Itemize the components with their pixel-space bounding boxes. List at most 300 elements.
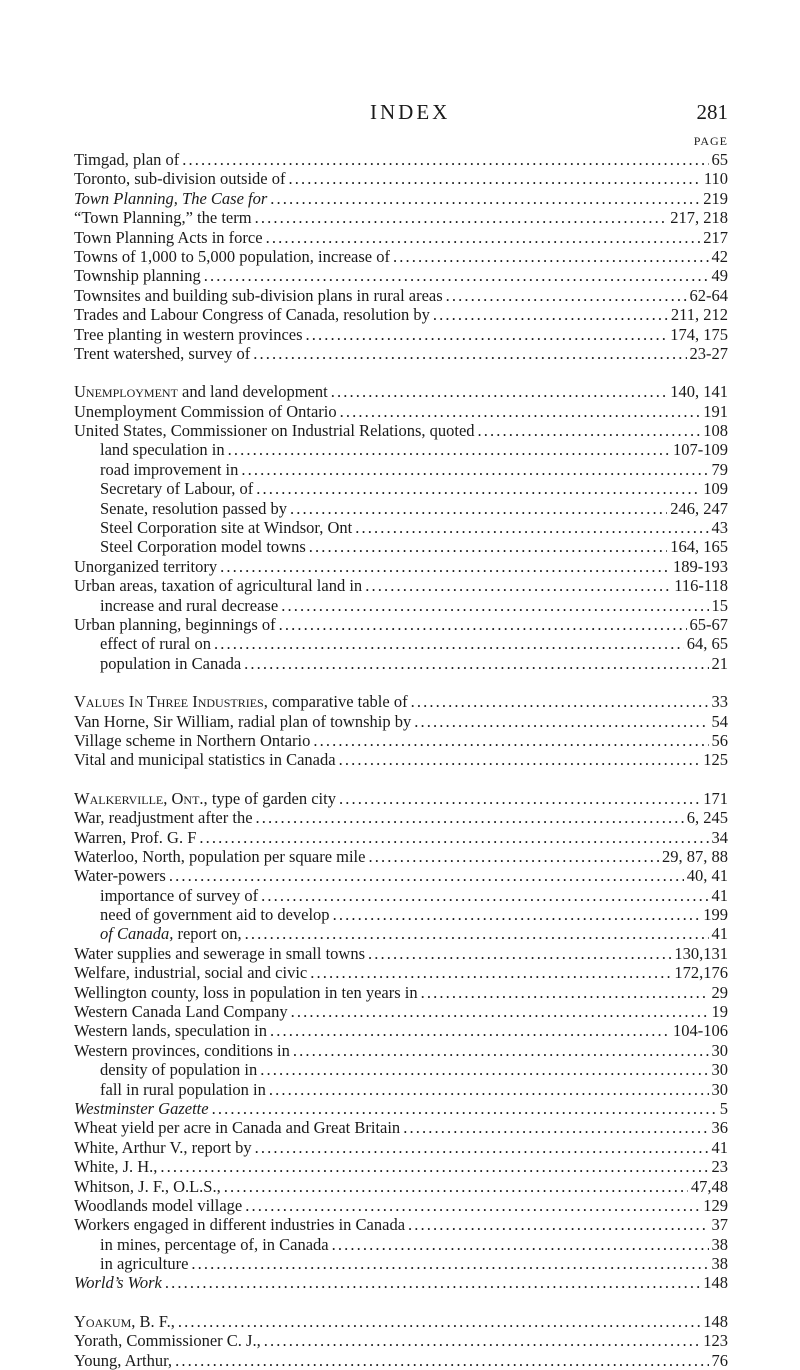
entry-label: [74, 983, 418, 1002]
leader-dots: [260, 1060, 708, 1079]
index-subentry: [74, 460, 728, 479]
entry-label: [74, 208, 252, 227]
index-entry: [74, 1002, 728, 1021]
index-entry: [74, 944, 728, 963]
entry-label: [100, 634, 211, 653]
index-entry: [74, 808, 728, 827]
page-number: 281: [696, 100, 728, 124]
leader-dots: [270, 1021, 670, 1040]
entry-label: [74, 712, 411, 731]
leader-dots: [269, 1080, 709, 1099]
entry-text: in agriculture: [100, 1254, 189, 1274]
index-entry: [74, 1021, 728, 1040]
entry-label: [100, 1080, 266, 1099]
leader-dots: [478, 421, 701, 440]
leader-dots: [331, 382, 667, 401]
entry-label: [100, 1254, 188, 1273]
entry-label: [74, 150, 179, 169]
entry-label: [74, 1118, 400, 1137]
index-entry: [74, 557, 728, 576]
entry-label: [100, 440, 225, 459]
leader-dots: [408, 1215, 708, 1234]
index-entry: [74, 712, 728, 731]
entry-pages: 123: [703, 1331, 728, 1351]
leader-dots: [241, 460, 708, 479]
entry-text: of Canada,: [100, 924, 174, 944]
entry-pages: 199: [703, 905, 728, 925]
index-entry: [74, 1099, 728, 1118]
entry-text: Steel Corporation model towns: [100, 537, 306, 557]
entry-pages: 164, 165: [670, 537, 728, 557]
entry-pages: 47,48: [690, 1176, 728, 1196]
index-entry: [74, 1215, 728, 1234]
entry-pages: 110: [703, 169, 728, 189]
entry-text: Secretary of Labour, of: [100, 479, 254, 499]
entry-pages: 29, 87, 88: [662, 846, 728, 866]
index-subentry: [74, 518, 728, 537]
entry-pages: 130,131: [674, 943, 728, 963]
index-section: [74, 1312, 728, 1370]
index-entry: [74, 382, 728, 401]
entry-pages: 5: [719, 1098, 728, 1118]
entry-label: [100, 479, 253, 498]
entry-label: [74, 847, 365, 866]
entry-label: [74, 731, 310, 750]
entry-pages: 38: [711, 1254, 728, 1274]
entry-pages: 109: [703, 479, 728, 499]
entry-text: comparative table of: [267, 692, 408, 712]
index-entry: [74, 228, 728, 247]
entry-pages: 217, 218: [670, 208, 728, 228]
entry-text: Timgad, plan of: [74, 150, 180, 169]
entry-label: [74, 402, 337, 421]
entry-label: [74, 1273, 162, 1292]
entry-pages: 38: [711, 1234, 728, 1254]
leader-dots: [244, 654, 708, 673]
index-entry: [74, 189, 728, 208]
entry-text: in mines, percentage of, in Canada: [100, 1234, 329, 1254]
entry-label: [74, 615, 276, 634]
page-title: INDEX: [370, 100, 451, 124]
entry-label: [100, 460, 238, 479]
index-section: [74, 150, 728, 363]
entry-label: [100, 654, 241, 673]
leader-dots: [433, 305, 668, 324]
index-subentry: [74, 479, 728, 498]
entry-pages: 41: [711, 885, 728, 905]
index-entry: [74, 247, 728, 266]
index-subentry: [74, 1254, 728, 1273]
entry-text: “Town Planning,” the term: [74, 208, 252, 228]
leader-dots: [293, 1041, 709, 1060]
index-subentry: [74, 905, 728, 924]
index-subentry: [74, 1060, 728, 1079]
entry-text: Walkerville, Ont.,: [74, 788, 208, 808]
entry-pages: 19: [711, 1002, 728, 1022]
entry-pages: 54: [711, 711, 728, 731]
entry-text: increase and rural decrease: [100, 595, 279, 615]
index-entry: [74, 1041, 728, 1060]
leader-dots: [281, 596, 708, 615]
entry-pages: 30: [711, 1040, 728, 1060]
entry-label: [74, 228, 263, 247]
entry-text: Workers engaged in different industries in Canada: [74, 1215, 406, 1235]
index-subentry: [74, 886, 728, 905]
entry-label: [74, 1351, 172, 1370]
entry-label: [74, 1041, 290, 1060]
section-gap: [74, 363, 728, 382]
entry-text: War, readjustment after the: [74, 808, 253, 828]
index-entry: [74, 150, 728, 169]
leader-dots: [421, 983, 709, 1002]
section-gap: [74, 770, 728, 789]
entry-label: [74, 1157, 157, 1176]
entry-pages: 125: [703, 750, 728, 770]
entry-pages: 34: [711, 827, 728, 847]
leader-dots: [289, 169, 701, 188]
entry-pages: 40, 41: [686, 866, 728, 886]
leader-dots: [333, 905, 701, 924]
leader-dots: [266, 228, 701, 247]
index-entry: [74, 866, 728, 885]
entry-text: Woodlands model village: [74, 1195, 243, 1215]
entry-text: Village scheme in Northern Ontario: [74, 730, 311, 750]
leader-dots: [290, 499, 667, 518]
entry-pages: 30: [711, 1060, 728, 1080]
index-entry: [74, 1351, 728, 1370]
index-section: [74, 692, 728, 770]
entry-pages: 217: [703, 227, 728, 247]
index-section: [74, 382, 728, 673]
entry-label: [74, 325, 303, 344]
leader-dots: [291, 1002, 709, 1021]
leader-dots: [264, 1331, 701, 1350]
entry-label: [74, 266, 201, 285]
entry-pages: 21: [711, 653, 728, 673]
entry-pages: 107-109: [673, 440, 728, 460]
leader-dots: [365, 576, 671, 595]
entry-text: Van Horne, Sir William, radial plan of township by: [74, 711, 412, 731]
leader-dots: [212, 1099, 717, 1118]
entry-label: [74, 247, 390, 266]
leader-dots: [204, 266, 709, 285]
entry-label: [74, 1021, 267, 1040]
entry-pages: 219: [703, 188, 728, 208]
section-gap: [74, 673, 728, 692]
entry-text: report on,: [173, 924, 242, 944]
entry-label: [100, 886, 258, 905]
index-entry: [74, 208, 728, 227]
entry-text: effect of rural on: [100, 634, 212, 654]
entry-label: [74, 1331, 261, 1350]
entry-pages: 211, 212: [670, 305, 728, 325]
entry-label: [74, 1312, 175, 1331]
entry-pages: 42: [711, 246, 728, 266]
entry-text: White, Arthur V., report by: [74, 1137, 252, 1157]
entry-label: [74, 789, 336, 808]
entry-pages: 148: [703, 1273, 728, 1293]
entry-label: [74, 344, 250, 363]
entry-text: Welfare, industrial, social and civic: [74, 963, 308, 983]
entry-label: [74, 1002, 288, 1021]
leader-dots: [256, 479, 700, 498]
entry-text: density of population in: [100, 1060, 258, 1080]
entry-text: need of government aid to develop: [100, 905, 330, 925]
index-entry: [74, 286, 728, 305]
leader-dots: [340, 402, 701, 421]
index-body: [74, 150, 728, 1370]
entry-pages: 43: [711, 518, 728, 538]
leader-dots: [306, 325, 668, 344]
entry-text: Toronto, sub-division outside of: [74, 169, 286, 189]
entry-text: Urban planning, beginnings of: [74, 614, 276, 634]
entry-label: [74, 692, 408, 711]
index-subentry: [74, 596, 728, 615]
entry-label: [100, 1235, 329, 1254]
index-page: [74, 100, 728, 1370]
entry-pages: 23: [711, 1157, 728, 1177]
leader-dots: [279, 615, 687, 634]
leader-dots: [270, 189, 700, 208]
leader-dots: [403, 1118, 708, 1137]
index-entry: [74, 1118, 728, 1137]
entry-pages: 148: [703, 1311, 728, 1331]
entry-text: Whitson, J. F., O.L.S.,: [74, 1176, 221, 1196]
entry-pages: 174, 175: [670, 324, 728, 344]
leader-dots: [368, 847, 659, 866]
entry-pages: 246, 247: [670, 498, 728, 518]
entry-pages: 116-118: [674, 576, 728, 596]
entry-label: [74, 382, 328, 401]
entry-text: Townsites and building sub-division plans in rural areas: [74, 285, 443, 305]
index-entry: [74, 325, 728, 344]
section-gap: [74, 1293, 728, 1312]
entry-pages: 108: [703, 421, 728, 441]
entry-text: White, J. H.,: [74, 1157, 158, 1177]
leader-dots: [393, 247, 709, 266]
leader-dots: [165, 1273, 700, 1292]
leader-dots: [411, 692, 709, 711]
index-entry: [74, 963, 728, 982]
entry-pages: 29: [711, 982, 728, 1002]
entry-label: [74, 1215, 405, 1234]
entry-text: Vital and municipal statistics in Canada: [74, 750, 336, 770]
entry-pages: 140, 141: [670, 382, 728, 402]
leader-dots: [256, 808, 684, 827]
entry-text: World’s Work: [74, 1273, 162, 1293]
index-entry: [74, 402, 728, 421]
index-entry: [74, 828, 728, 847]
leader-dots: [191, 1254, 708, 1273]
entry-pages: 104-106: [673, 1021, 728, 1041]
leader-dots: [310, 963, 671, 982]
entry-text: Yorath, Commissioner C. J.,: [74, 1331, 261, 1351]
entry-text: Westminster Gazette: [74, 1098, 209, 1118]
index-entry: [74, 1331, 728, 1350]
entry-text: and land development: [177, 382, 328, 402]
entry-pages: 41: [711, 924, 728, 944]
entry-text: fall in rural population in: [100, 1079, 266, 1099]
entry-text: Senate, resolution passed by: [100, 498, 287, 518]
entry-text: Unorganized territory: [74, 556, 218, 576]
leader-dots: [339, 750, 701, 769]
leader-dots: [245, 1196, 700, 1215]
entry-text: Yoakum, B. F.,: [74, 1311, 175, 1331]
index-subentry: [74, 654, 728, 673]
entry-text: population in Canada: [100, 653, 242, 673]
entry-text: Wheat yield per acre in Canada and Great Britain: [74, 1118, 401, 1138]
entry-text: importance of survey of: [100, 885, 259, 905]
entry-text: Western Canada Land Company: [74, 1002, 288, 1022]
entry-label: [100, 518, 352, 537]
entry-pages: 30: [711, 1079, 728, 1099]
leader-dots: [169, 866, 684, 885]
entry-text: type of garden city: [207, 788, 336, 808]
entry-text: Wellington county, loss in population in ten years in: [74, 982, 418, 1002]
leader-dots: [255, 208, 668, 227]
entry-pages: 65-67: [689, 614, 728, 634]
leader-dots: [309, 537, 667, 556]
leader-dots: [182, 150, 708, 169]
entry-text: Western provinces, conditions in: [74, 1040, 290, 1060]
entry-label: [100, 499, 287, 518]
index-entry: [74, 1273, 728, 1292]
entry-text: road improvement in: [100, 459, 239, 479]
index-entry: [74, 847, 728, 866]
entry-text: Water-powers: [74, 866, 166, 886]
entry-text: United States, Commissioner on Industrial Relations, quoted: [74, 421, 475, 441]
leader-dots: [175, 1351, 708, 1370]
entry-text: Trades and Labour Congress of Canada, resolution by: [74, 305, 430, 325]
entry-label: [74, 557, 217, 576]
leader-dots: [368, 944, 671, 963]
entry-label: [74, 286, 443, 305]
entry-label: [100, 924, 242, 943]
entry-label: [74, 1138, 252, 1157]
leader-dots: [214, 634, 684, 653]
entry-label: [74, 421, 475, 440]
entry-text: Town Planning Acts in force: [74, 227, 263, 247]
leader-dots: [446, 286, 687, 305]
index-subentry: [74, 1235, 728, 1254]
leader-dots: [414, 712, 708, 731]
entry-label: [74, 750, 336, 769]
index-entry: [74, 266, 728, 285]
leader-dots: [339, 789, 700, 808]
entry-text: Unemployment: [74, 382, 178, 402]
entry-text: Western lands, speculation in: [74, 1021, 267, 1041]
leader-dots: [332, 1235, 709, 1254]
index-subentry: [74, 440, 728, 459]
index-subentry: [74, 499, 728, 518]
entry-pages: 172,176: [674, 963, 728, 983]
leader-dots: [199, 828, 708, 847]
index-entry: [74, 615, 728, 634]
entry-text: Town Planning, The Case for: [74, 188, 268, 208]
entry-pages: 129: [703, 1195, 728, 1215]
entry-pages: 65: [711, 150, 728, 169]
entry-text: Trent watershed, survey of: [74, 343, 251, 363]
index-subentry: [74, 924, 728, 943]
entry-pages: 6, 245: [686, 808, 728, 828]
index-entry: [74, 344, 728, 363]
entry-label: [74, 1196, 242, 1215]
entry-label: [74, 828, 196, 847]
entry-pages: 62-64: [689, 285, 728, 305]
entry-label: [74, 169, 286, 188]
index-entry: [74, 789, 728, 808]
leader-dots: [245, 924, 709, 943]
index-entry: [74, 1157, 728, 1176]
index-entry: [74, 1138, 728, 1157]
running-header: [74, 100, 728, 132]
leader-dots: [255, 1138, 709, 1157]
leader-dots: [228, 440, 670, 459]
entry-text: Unemployment Commission of Ontario: [74, 401, 337, 421]
entry-pages: 23-27: [689, 343, 728, 363]
entry-text: land speculation in: [100, 440, 225, 460]
index-subentry: [74, 1080, 728, 1099]
entry-pages: 79: [711, 459, 728, 479]
entry-pages: 33: [711, 692, 728, 712]
entry-label: [74, 189, 267, 208]
leader-dots: [160, 1157, 708, 1176]
entry-text: Warren, Prof. G. F: [74, 827, 197, 847]
entry-text: Steel Corporation site at Windsor, Ont: [100, 518, 353, 538]
entry-text: Waterloo, North, population per square mile: [74, 846, 366, 866]
entry-label: [100, 1060, 257, 1079]
leader-dots: [313, 731, 708, 750]
entry-pages: 56: [711, 730, 728, 750]
index-entry: [74, 731, 728, 750]
entry-label: [74, 305, 430, 324]
entry-label: [74, 1099, 209, 1118]
entry-pages: 191: [703, 401, 728, 421]
leader-dots: [355, 518, 708, 537]
entry-text: Values In Three Industries,: [74, 692, 268, 712]
index-subentry: [74, 537, 728, 556]
entry-label: [74, 963, 307, 982]
page-column-label: PAGE: [693, 134, 728, 148]
leader-dots: [220, 557, 670, 576]
entry-label: [74, 866, 166, 885]
entry-label: [74, 576, 362, 595]
entry-pages: 49: [711, 266, 728, 286]
entry-label: [100, 537, 306, 556]
entry-label: [74, 944, 365, 963]
entry-pages: 36: [711, 1118, 728, 1138]
index-entry: [74, 576, 728, 595]
index-entry: [74, 1196, 728, 1215]
leader-dots: [224, 1177, 688, 1196]
index-entry: [74, 1312, 728, 1331]
entry-pages: 15: [711, 595, 728, 615]
entry-label: [74, 808, 253, 827]
leader-dots: [253, 344, 686, 363]
index-entry: [74, 750, 728, 769]
entry-label: [100, 905, 330, 924]
entry-pages: 76: [711, 1350, 728, 1370]
entry-label: [74, 1177, 221, 1196]
entry-text: Tree planting in western provinces: [74, 324, 303, 344]
index-section: [74, 789, 728, 1293]
entry-label: [100, 596, 278, 615]
index-entry: [74, 1177, 728, 1196]
leader-dots: [178, 1312, 700, 1331]
entry-text: Water supplies and sewerage in small towns: [74, 943, 366, 963]
entry-pages: 64, 65: [686, 634, 728, 654]
entry-pages: 37: [711, 1215, 728, 1235]
